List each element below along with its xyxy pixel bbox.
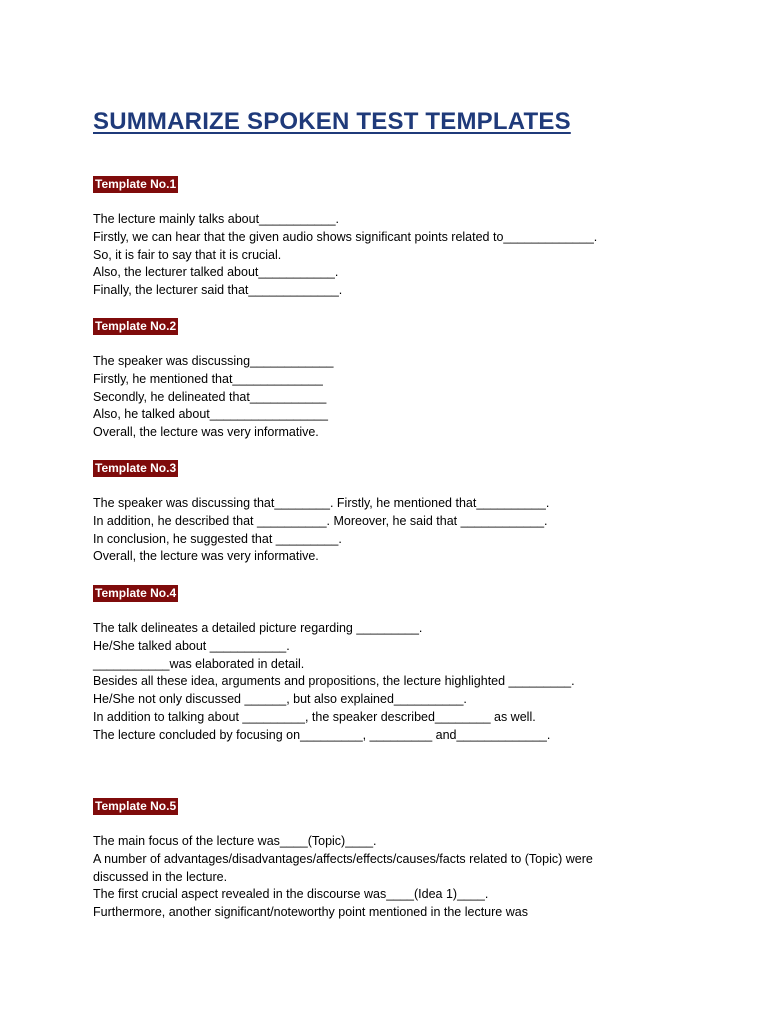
template-section-5 [93,797,733,922]
template-section-3 [93,459,733,566]
template-line: He/She not only discussed ______, but also explained__________. [93,692,467,707]
template-line: In addition to talking about _________, the speaker described________ as well. [93,709,536,724]
template-lines [93,833,733,922]
template-lines [93,495,733,566]
template-line: Finally, the lecturer said that_____________. [93,283,343,298]
template-line: In addition, he described that __________. Moreover, he said that ____________. [93,513,548,528]
template-line: Also, the lecturer talked about___________. [93,265,339,280]
template-line: In conclusion, he suggested that _________. [93,531,342,546]
template-line: discussed in the lecture. [93,869,228,884]
page-title: SUMMARIZE SPOKEN TEST TEMPLATES [93,108,571,135]
template-heading: Template No.4 [95,586,177,600]
template-line: ___________was elaborated in detail. [93,656,305,671]
template-line: Firstly, we can hear that the given audio shows significant points related to_____________. [93,229,598,244]
template-line: Secondly, he delineated that___________ [93,389,327,404]
template-line: So, it is fair to say that it is crucial. [93,247,282,262]
template-line: The main focus of the lecture was____(Topic)____. [93,834,377,848]
template-lines [93,353,733,442]
template-heading: Template No.2 [95,319,177,333]
template-lines [93,211,733,300]
template-heading: Template No.5 [95,799,177,813]
template-line: Overall, the lecture was very informative. [93,425,319,440]
template-line: A number of advantages/disadvantages/affects/effects/causes/facts related to (Topic) were [93,851,593,866]
template-line: Firstly, he mentioned that_____________ [93,371,323,386]
template-line: The lecture mainly talks about___________. [93,212,339,226]
template-section-4 [93,584,733,745]
template-heading: Template No.1 [95,177,177,191]
template-line: Besides all these idea, arguments and propositions, the lecture highlighted _________. [93,674,575,689]
template-line: Furthermore, another significant/noteworthy point mentioned in the lecture was [93,905,528,920]
template-line: Also, he talked about_________________ [93,407,328,422]
template-line: He/She talked about ___________. [93,638,290,653]
template-line: Overall, the lecture was very informative. [93,549,319,564]
template-section-1 [93,175,733,300]
template-line: The first crucial aspect revealed in the discourse was____(Idea 1)____. [93,887,489,902]
template-line: The speaker was discussing that________. Firstly, he mentioned that__________. [93,496,550,510]
template-heading: Template No.3 [95,461,177,475]
template-line: The lecture concluded by focusing on_________, _________ and_____________. [93,727,551,742]
template-line: The speaker was discussing____________ [93,354,334,368]
template-section-2 [93,317,733,442]
template-lines [93,620,733,745]
template-line: The talk delineates a detailed picture regarding _________. [93,621,423,635]
